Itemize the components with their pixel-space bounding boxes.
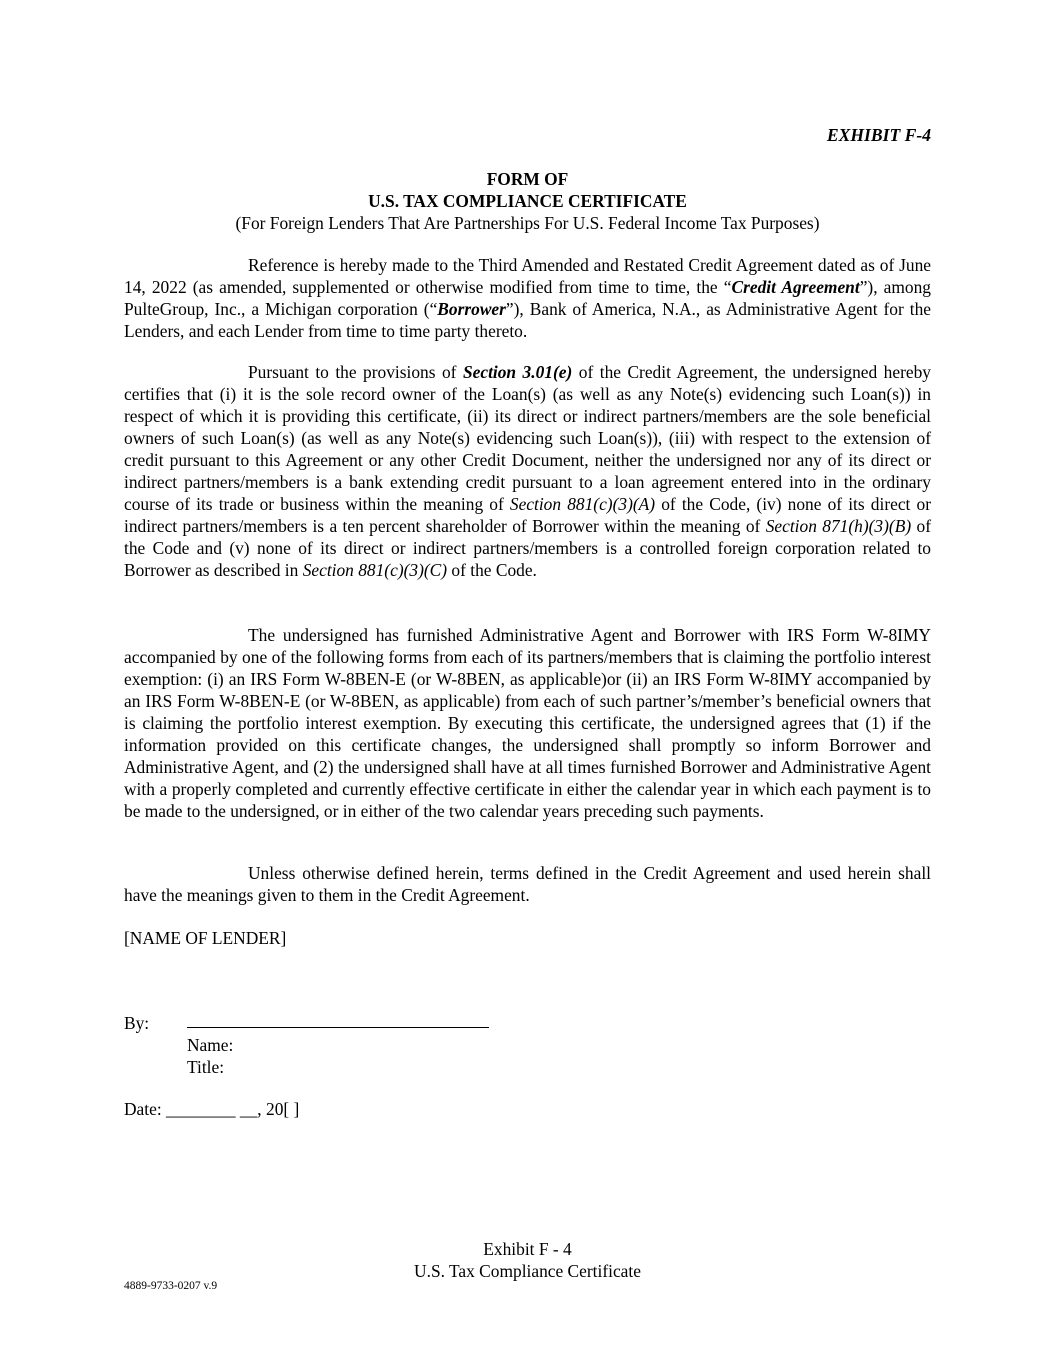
paragraph-forms-furnished: The undersigned has furnished Administrative Agent and Borrower with IRS Form W-8IMY accompanied by one of the following forms from each of its partners/members that is claiming the portfolio interest exemption: (i) an IRS Form W-8BEN-E (or W-8BEN, as applicable)or (ii) an IRS Form W-8IMY accompanied by an IRS Form W-8BEN-E (or W-8BEN, as applicable) from each of such partner’s/member’s beneficial owners that is claiming the portfolio interest exemption. By executing this certificate, the undersigned agrees that (1) if the information provided on this certificate changes, the undersigned shall promptly so inform Borrower and Administrative Agent, and (2) the undersigned shall have at all times furnished Borrower and Administrative Agent with a properly completed and currently effective certificate in either the calendar year in which each payment is to be made to the undersigned, or in either of the two calendar years preceding such payments. (124, 625, 931, 821)
title-label: Title: (187, 1057, 225, 1077)
paragraph-reference: Reference is hereby made to the Third Amended and Restated Credit Agreement dated as of June 14, 2022 (as amended, supplemented or otherwise modified from time to time, the “Credit Agreement”), among PulteGroup, Inc., a Michigan corporation (“Borrower”), Bank of America, N.A., as Administrative Agent for the Lenders, and each Lender from time to time party thereto. (124, 255, 932, 341)
exhibit-label: EXHIBIT F-4 (826, 125, 931, 145)
page-footer (124, 1238, 931, 1282)
by-label: By: (124, 1013, 150, 1033)
certificate-title: U.S. TAX COMPLIANCE CERTIFICATE (368, 191, 687, 211)
defined-term-borrower: Borrower (437, 299, 506, 319)
section-871-reference: Section 871(h)(3)(B) (765, 516, 912, 536)
paragraph-certification: Pursuant to the provisions of Section 3.01(e) of the Credit Agreement, the undersigned hereby certifies that (i) it is the sole record owner of the Loan(s) (as well as any Note(s) evidencing such Loan(s)) in respect of which it is providing this certificate, (ii) its direct or indirect partners/members are the sole beneficial owners of such Loan(s) (as well as any Note(s) evidencing such Loan(s)), (iii) with respect to the extension of credit pursuant to this Agreement or any other Credit Document, neither the undersigned nor any of its direct or indirect partners/members is a bank extending credit pursuant to a loan agreement entered into in the ordinary course of its trade or business within the meaning of Section 881(c)(3)(A) of the Code, (iv) none of its direct or indirect partners/members is a ten percent shareholder of Borrower within the meaning of Section 871(h)(3)(B) of the Code and (v) none of its direct or indirect partners/members is a controlled foreign corporation related to Borrower as described in Section 881(c)(3)(C) of the Code. (124, 362, 932, 580)
lender-name-placeholder: [NAME OF LENDER] (124, 928, 287, 948)
date-line: Date: ________ __, 20[ ] (124, 1099, 300, 1119)
document-id: 4889-9733-0207 v.9 (124, 1280, 218, 1292)
section-881a-reference: Section 881(c)(3)(A) (509, 494, 656, 514)
section-reference: Section 3.01(e) (462, 362, 573, 382)
paragraph-definitions: Unless otherwise defined herein, terms defined in the Credit Agreement and used herein shall have the meanings given to them in the Credit Agreement. (124, 863, 931, 905)
defined-term-credit-agreement: Credit Agreement (731, 277, 860, 297)
document-heading (124, 168, 931, 234)
form-of-heading: FORM OF (486, 169, 569, 189)
name-label: Name: (187, 1035, 234, 1055)
section-881c-reference: Section 881(c)(3)(C) (302, 560, 448, 580)
certificate-subtitle: (For Foreign Lenders That Are Partnerships For U.S. Federal Income Tax Purposes) (235, 213, 820, 233)
footer-title: U.S. Tax Compliance Certificate (414, 1261, 641, 1281)
signature-line (187, 1027, 489, 1028)
footer-exhibit: Exhibit F - 4 (483, 1239, 572, 1259)
